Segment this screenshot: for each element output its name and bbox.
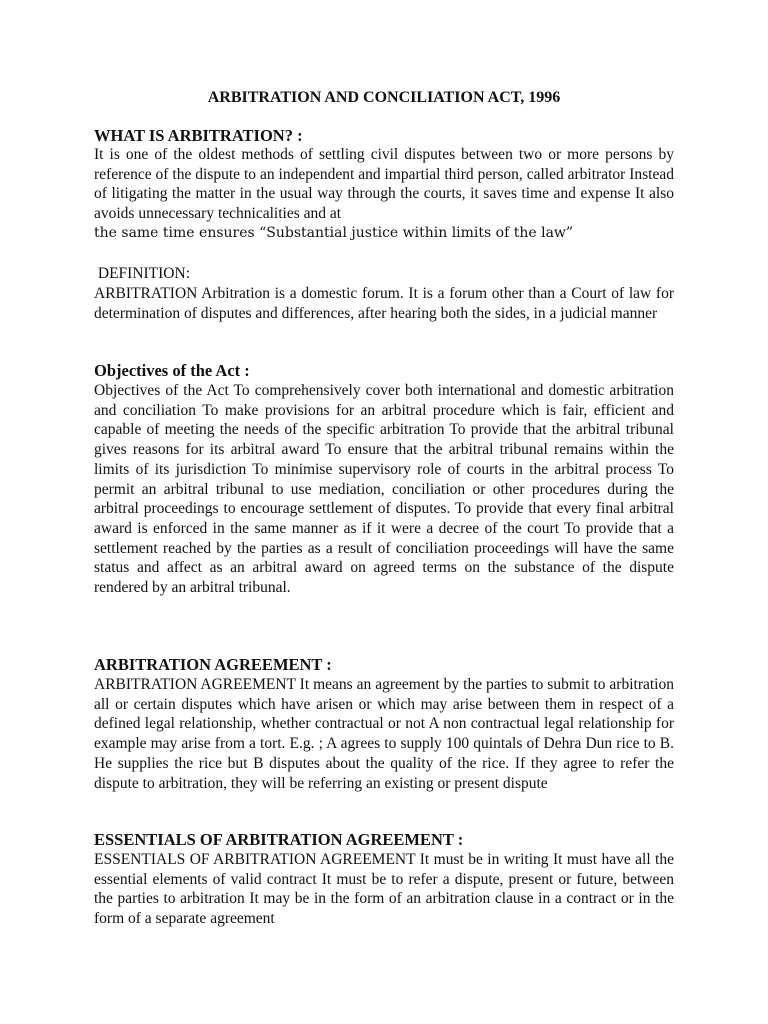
document-title: ARBITRATION AND CONCILIATION ACT, 1996: [207, 89, 561, 106]
section-heading: Objectives of the Act :: [94, 361, 250, 380]
section-heading: ESSENTIALS OF ARBITRATION AGREEMENT :: [94, 830, 464, 849]
section-body: ESSENTIALS OF ARBITRATION AGREEMENT It must be in writing It must have all the essential elements of valid contract It must be to refer a dispute, present or future, between the parties to arbitration It may be in the form of an arbitration clause in a contract or in the form of a separate agreement: [94, 851, 674, 928]
section-body: It is one of the oldest methods of settling civil disputes between two or more persons by reference of the dispute to an independent and impartial third person, called arbitrator Instead of litigating the matter in the usual way through the courts, it saves time and expense It also avoids unnecessary technicalities and at: [94, 146, 674, 223]
section-body-emphasis: the same time ensures “Substantial justice within limits of the law”: [94, 224, 574, 241]
section-heading: DEFINITION:: [94, 265, 190, 282]
section-essentials: [94, 830, 674, 929]
section-heading: WHAT IS ARBITRATION? :: [94, 126, 303, 145]
section-heading: ARBITRATION AGREEMENT :: [94, 655, 332, 674]
section-body: ARBITRATION Arbitration is a domestic forum. It is a forum other than a Court of law for determination of disputes and differences, after hearing both the sides, in a judicial manner: [94, 285, 674, 322]
section-body: Objectives of the Act To comprehensively cover both international and domestic arbitration and conciliation To make provisions for an arbitral procedure which is fair, efficient and capable of meeting the needs of the specific arbitration To provide that the arbitral tribunal gives reasons for its arbitral award To ensure that the arbitral tribunal remains within the limits of its jurisdiction To minimise supervisory role of courts in the arbitral process To permit an arbitral tribunal to use mediation, conciliation or other procedures during the arbitral proceedings to encourage settlement of disputes. To provide that every final arbitral award is enforced in the same manner as if it were a decree of the court To provide that a settlement reached by the parties as a result of conciliation proceedings will have the same status and affect as an arbitral award on agreed terms on the substance of the dispute rendered by an arbitral tribunal.: [94, 382, 674, 597]
section-objectives: [94, 361, 674, 598]
section-arbitration-agreement: [94, 655, 674, 793]
section-body: ARBITRATION AGREEMENT It means an agreement by the parties to submit to arbitration all or certain disputes which have arisen or which may arise between them in respect of a defined legal relationship, whether contractual or not A non contractual legal relationship for example may arise from a tort. E.g. ; A agrees to supply 100 quintals of Dehra Dun rice to B. He supplies the rice but B disputes about the quality of the rice. If they agree to refer the dispute to arbitration, they will be referring an existing or present dispute: [94, 676, 674, 792]
section-definition: [94, 264, 674, 323]
section-what-is-arbitration: [94, 126, 674, 244]
